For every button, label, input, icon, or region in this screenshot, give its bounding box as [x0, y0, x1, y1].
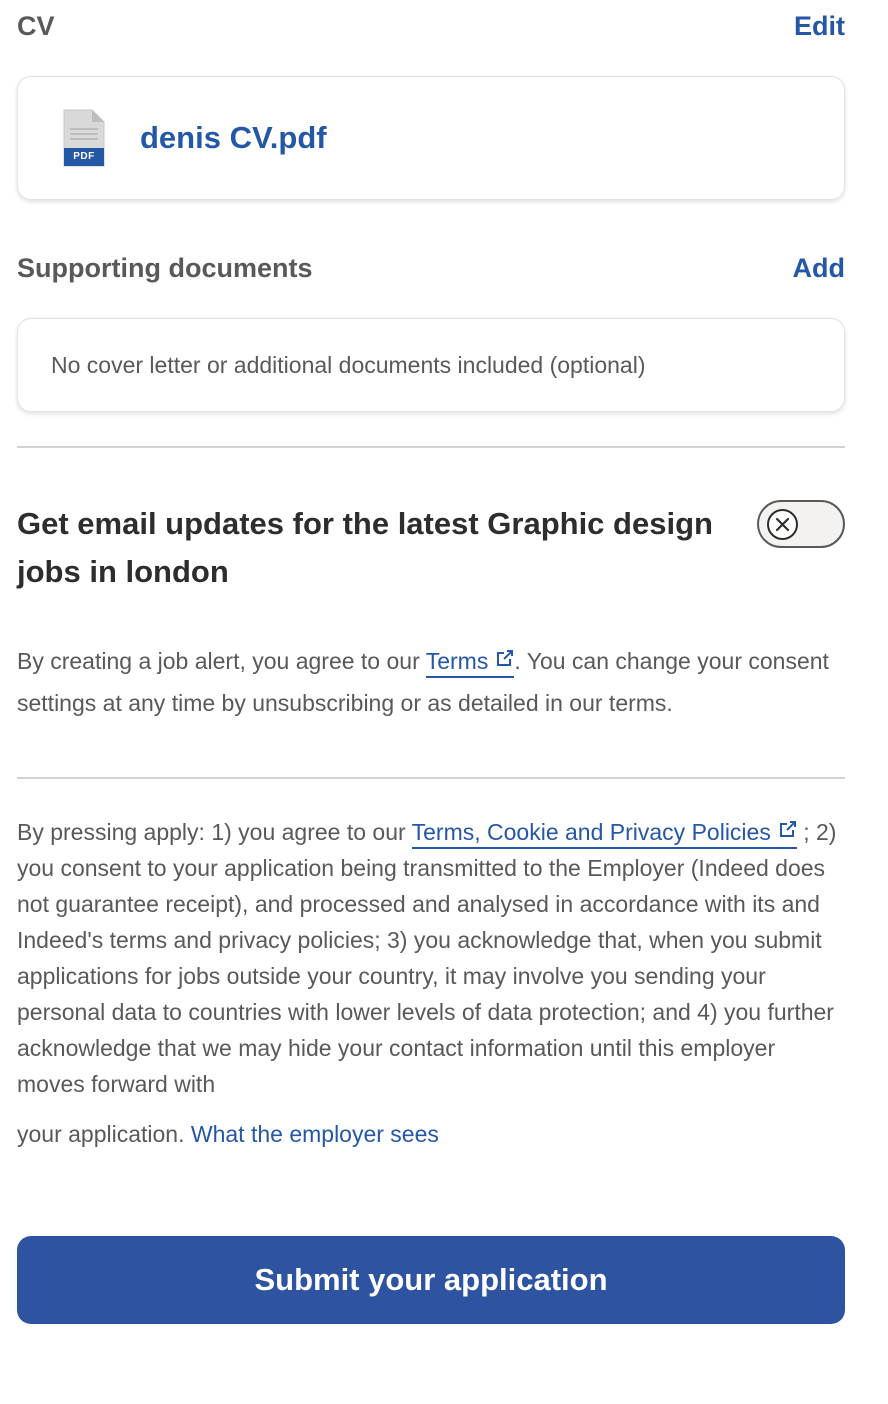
- legal-last-line: [17, 1116, 845, 1152]
- cv-file-card[interactable]: [17, 76, 845, 200]
- no-documents-text: No cover letter or additional documents included (optional): [51, 351, 646, 378]
- submit-application-button[interactable]: Submit your application: [17, 1236, 845, 1324]
- close-icon: [767, 509, 798, 540]
- divider: [17, 777, 845, 779]
- divider: [17, 446, 845, 448]
- supporting-docs-header: [17, 250, 845, 286]
- terms-link-label: Terms: [425, 648, 489, 674]
- external-link-icon: [496, 638, 514, 656]
- policies-link[interactable]: [412, 819, 797, 849]
- pdf-file-icon: [62, 108, 106, 168]
- job-alert-consent: [17, 638, 845, 724]
- job-alert-toggle[interactable]: [757, 500, 845, 548]
- external-link-icon: [779, 812, 797, 830]
- cv-file-name[interactable]: denis CV.pdf: [140, 120, 327, 155]
- legal-body: ; 2) you consent to your application being transmitted to the Employer (Indeed does not guarantee receipt), and processed and analysed in accordance with its and Indeed's terms and privacy policies; 3) you acknowledge that, when you submit applications for jobs outside your country, it may involve you sending your personal data to countries with lower levels of data protection; and 4) you further acknowledge that we may hide your contact information until this employer moves forward with: [17, 819, 837, 1097]
- legal-consent-text: [17, 812, 845, 1102]
- supporting-docs-card: [17, 318, 845, 412]
- job-alert-title: Get email updates for the latest Graphic design jobs in london: [17, 506, 713, 589]
- legal-prefix: By pressing apply: 1) you agree to our: [17, 819, 412, 845]
- legal-last-text: your application.: [17, 1121, 191, 1147]
- employer-sees-link[interactable]: What the employer sees: [190, 1121, 439, 1147]
- supporting-docs-title: Supporting documents: [17, 252, 313, 283]
- add-documents-link[interactable]: Add: [792, 252, 845, 283]
- consent-prefix: By creating a job alert, you agree to our: [17, 648, 426, 674]
- cv-section-header: [17, 8, 845, 44]
- policies-link-label: Terms, Cookie and Privacy Policies: [411, 819, 771, 845]
- pdf-badge-label: PDF: [73, 151, 95, 162]
- edit-cv-link[interactable]: Edit: [794, 10, 845, 41]
- terms-link[interactable]: [426, 648, 515, 678]
- consent-suffix: . You can change your consent settings at any time by unsubscribing or as detailed in our terms.: [17, 648, 829, 716]
- cv-title: CV: [17, 10, 55, 41]
